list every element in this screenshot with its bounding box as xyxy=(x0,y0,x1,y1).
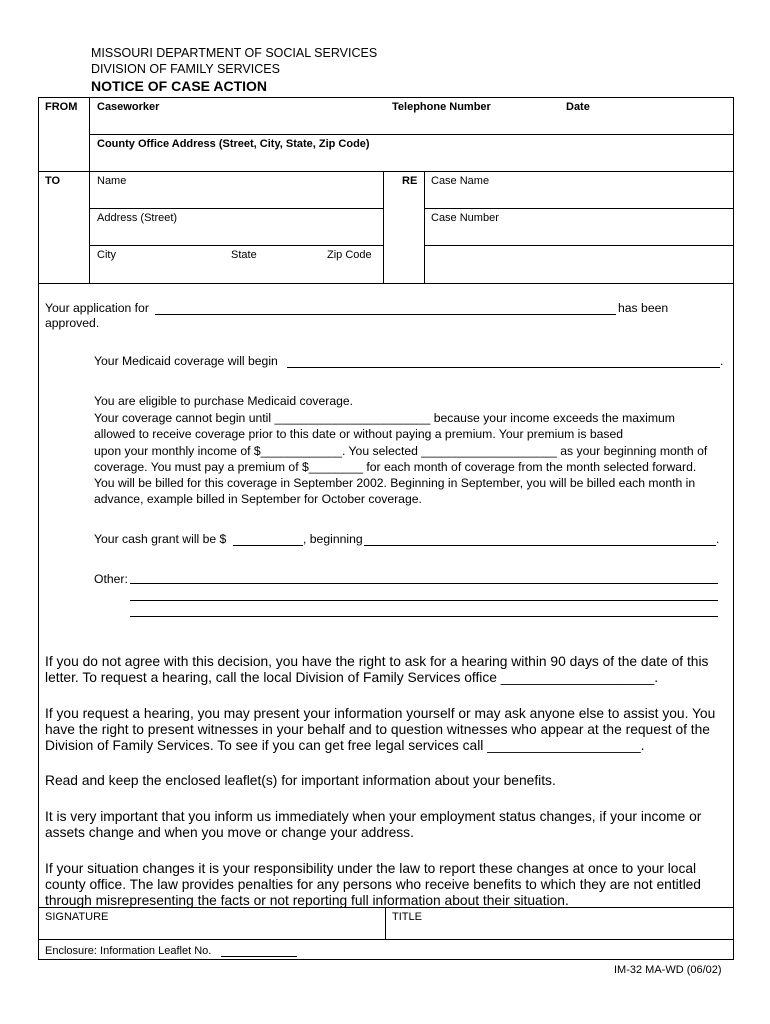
cash-grant-period: . xyxy=(716,532,720,546)
from-label: FROM xyxy=(45,101,78,113)
re-column-right xyxy=(424,171,425,283)
name-field[interactable]: Name xyxy=(97,175,127,187)
changes-line-3: through misrepresenting the facts or not reporting full information about their situation. xyxy=(45,893,569,908)
cash-grant-amount-blank[interactable] xyxy=(233,545,303,546)
telephone-label[interactable]: Telephone Number xyxy=(392,101,491,113)
case-name-field[interactable]: Case Name xyxy=(431,175,490,187)
leaflet-text: Read and keep the enclosed leaflet(s) for important information about your benefits. xyxy=(45,773,556,788)
signature-row-bottom xyxy=(38,939,734,940)
from-to-divider xyxy=(38,171,734,172)
re-column-left xyxy=(383,171,384,283)
address-field[interactable]: Address (Street) xyxy=(97,212,178,224)
present-line-1: If you request a hearing, you may present your information yourself or may ask anyone else to assist you. You xyxy=(45,706,716,721)
state-field[interactable]: State xyxy=(231,249,257,261)
medicaid-begin-blank[interactable] xyxy=(287,367,720,368)
present-line-3: Division of Family Services. To see if you can get free legal services call ____________________. xyxy=(45,738,645,753)
other-label: Other: xyxy=(94,572,128,586)
address-row-divider xyxy=(89,245,383,246)
inform-line-2: assets change and when you move or change your address. xyxy=(45,825,414,840)
name-row-divider xyxy=(89,208,383,209)
county-office-label[interactable]: County Office Address (Street, City, State, Zip Code) xyxy=(97,138,370,150)
purchase-line-3: allowed to receive coverage prior to this date or without paying a premium. Your premium is based xyxy=(94,427,624,441)
caseworker-label[interactable]: Caseworker xyxy=(97,101,160,113)
address-section-bottom xyxy=(38,283,734,284)
enclosure-label: Enclosure: Information Leaflet No. xyxy=(45,945,212,957)
purchase-line-4: upon your monthly income of $____________. You selected ____________________ as your beginning month of xyxy=(94,444,708,458)
hearing-line-2: letter. To request a hearing, call the local Division of Family Services office ____________________. xyxy=(45,670,659,685)
other-line-2[interactable] xyxy=(130,600,718,601)
cash-grant-prefix: Your cash grant will be $ xyxy=(94,532,227,546)
re-label: RE xyxy=(402,175,418,187)
other-line-1[interactable] xyxy=(130,583,718,584)
purchase-line-2: Your coverage cannot begin until _______________________ because your income exceeds the maximum xyxy=(94,411,675,425)
enclosure-blank[interactable] xyxy=(221,956,297,957)
to-label: TO xyxy=(45,175,61,187)
inform-line-1: It is very important that you inform us immediately when your employment status changes, if your income or xyxy=(45,809,702,824)
department-name: MISSOURI DEPARTMENT OF SOCIAL SERVICES xyxy=(91,46,378,60)
application-prefix: Your application for xyxy=(45,301,149,315)
cash-grant-date-blank[interactable] xyxy=(364,545,716,546)
page-title: NOTICE OF CASE ACTION xyxy=(91,78,268,94)
changes-line-1: If your situation changes it is your responsibility under the law to report these changes at once to your local xyxy=(45,861,697,876)
caseworker-row-divider xyxy=(89,134,734,135)
case-number-field[interactable]: Case Number xyxy=(431,212,499,224)
title-field[interactable]: TITLE xyxy=(392,911,422,923)
purchase-line-7: advance, example billed in September for October coverage. xyxy=(94,492,422,506)
medicaid-begin-period: . xyxy=(720,354,724,368)
zip-field[interactable]: Zip Code xyxy=(327,249,372,261)
application-blank[interactable] xyxy=(155,314,616,315)
division-name: DIVISION OF FAMILY SERVICES xyxy=(91,62,280,76)
signature-row-top xyxy=(38,907,734,908)
application-line2: approved. xyxy=(45,316,100,330)
case-number-divider xyxy=(424,245,734,246)
purchase-line-6: You will be billed for this coverage in September 2002. Beginning in September, you will be billed each month in xyxy=(94,476,696,490)
city-field[interactable]: City xyxy=(97,249,116,261)
purchase-line-1: You are eligible to purchase Medicaid coverage. xyxy=(94,394,354,408)
form-id: IM-32 MA-WD (06/02) xyxy=(614,964,722,976)
signature-field[interactable]: SIGNATURE xyxy=(45,911,109,923)
other-line-3[interactable] xyxy=(130,616,718,617)
case-name-divider xyxy=(424,208,734,209)
changes-line-2: county office. The law provides penalties for any persons who receive benefits to which they are not entitled xyxy=(45,877,701,892)
medicaid-begin-label: Your Medicaid coverage will begin xyxy=(94,354,278,368)
hearing-line-1: If you do not agree with this decision, you have the right to ask for a hearing within 90 days of the date of this xyxy=(45,654,709,669)
application-suffix: has been xyxy=(618,301,669,315)
signature-title-divider xyxy=(385,907,386,939)
label-column-divider xyxy=(89,97,90,283)
date-label[interactable]: Date xyxy=(566,101,590,113)
cash-grant-mid: , beginning xyxy=(303,532,363,546)
present-line-2: have the right to present witnesses in your behalf and to question witnesses who appear at the request of the xyxy=(45,722,710,737)
purchase-line-5: coverage. You must pay a premium of $________ for each month of coverage from the month selected forward. xyxy=(94,460,697,474)
